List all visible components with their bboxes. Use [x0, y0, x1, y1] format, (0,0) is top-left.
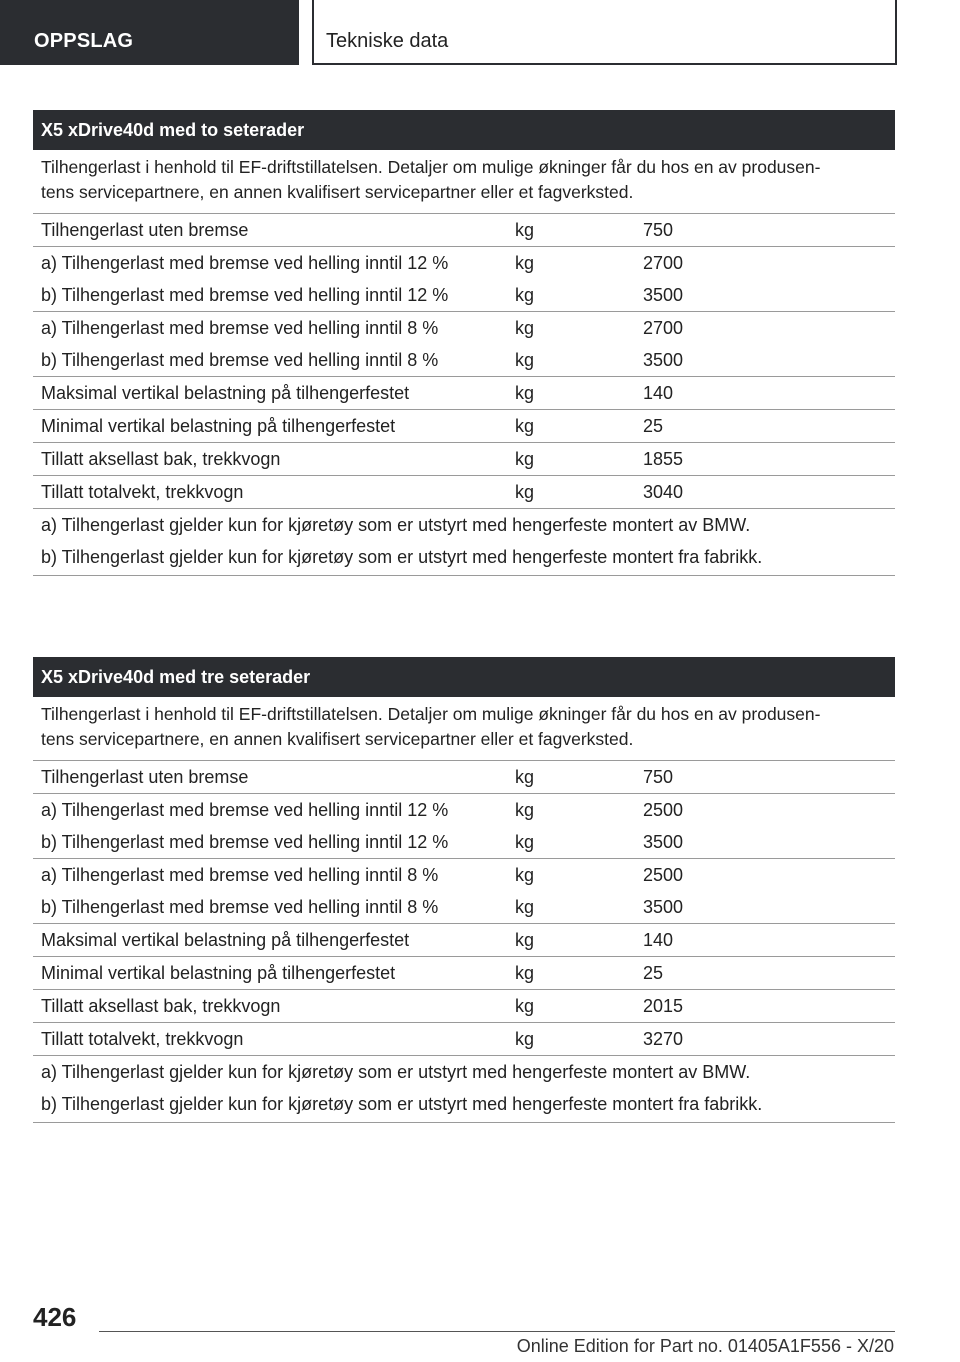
row-unit: kg: [515, 767, 535, 787]
table-row: [33, 859, 895, 924]
row-value: 25: [643, 416, 664, 436]
row-unit: kg: [515, 285, 535, 305]
row-label: Tilhengerlast uten bremse: [41, 220, 249, 240]
row-value: 3270: [643, 1029, 684, 1049]
table-row: [33, 312, 895, 377]
table-line: [33, 247, 895, 279]
footnotes: [33, 509, 895, 576]
table-row: [33, 247, 895, 312]
row-label: Tilhengerlast uten bremse: [41, 767, 249, 787]
intro-line: Tilhengerlast i henhold til EF-driftstillatelsen. Detaljer om mulige økninger får du hos en av produsen-: [41, 157, 821, 177]
row-unit: kg: [515, 220, 535, 240]
table-row: [33, 794, 895, 859]
table-line: [33, 214, 895, 246]
table-line: [33, 794, 895, 826]
row-unit: kg: [515, 416, 535, 436]
row-value: 2500: [643, 865, 684, 885]
table-line: [33, 476, 895, 508]
footnote: b) Tilhengerlast gjelder kun for kjøretøy som er utstyrt med hengerfeste montert fra fabrikk.: [41, 1094, 763, 1114]
row-label: a) Tilhengerlast med bremse ved helling inntil 12 %: [41, 253, 449, 273]
row-value: 750: [643, 767, 674, 787]
table-line: [33, 377, 895, 409]
intro-line: tens servicepartnere, en annen kvalifisert servicepartner eller et fagverksted.: [41, 729, 634, 749]
table-row: [33, 443, 895, 476]
footnote-line: [33, 541, 895, 573]
header-section-label: OPPSLAG: [34, 30, 134, 52]
row-unit: kg: [515, 383, 535, 403]
row-value: 1855: [643, 449, 684, 469]
table-line: [33, 443, 895, 475]
page-number: 426: [33, 1302, 77, 1332]
row-label: b) Tilhengerlast med bremse ved helling inntil 12 %: [41, 285, 449, 305]
table-line: [33, 924, 895, 956]
row-label: Minimal vertikal belastning på tilhengerfestet: [41, 963, 396, 983]
footer-divider: [99, 1331, 895, 1332]
row-value: 25: [643, 963, 664, 983]
footnote-line: [33, 509, 895, 541]
table-row: [33, 957, 895, 990]
row-value: 3500: [643, 832, 684, 852]
row-label: Tillatt totalvekt, trekkvogn: [41, 482, 244, 502]
header-section-label-box: [0, 0, 299, 65]
row-value: 2700: [643, 253, 684, 273]
section-intro: [33, 150, 895, 214]
footnote-line: [33, 1056, 895, 1088]
row-label: Tillatt aksellast bak, trekkvogn: [41, 449, 281, 469]
table-line: [33, 859, 895, 891]
row-unit: kg: [515, 865, 535, 885]
table-row: [33, 761, 895, 794]
table-line: [33, 344, 895, 376]
row-label: a) Tilhengerlast med bremse ved helling inntil 8 %: [41, 318, 439, 338]
footer-edition-text: Online Edition for Part no. 01405A1F556 - X/20: [516, 1336, 894, 1356]
section-two-seat-rows: [33, 110, 895, 576]
table-line: [33, 957, 895, 989]
table-row: [33, 377, 895, 410]
row-value: 3500: [643, 350, 684, 370]
table-row: [33, 924, 895, 957]
table-row: [33, 214, 895, 247]
table-row: [33, 990, 895, 1023]
section-title: X5 xDrive40d med to seterader: [33, 110, 895, 150]
row-unit: kg: [515, 350, 535, 370]
section-three-seat-rows: [33, 657, 895, 1123]
footnote: a) Tilhengerlast gjelder kun for kjøretøy som er utstyrt med hengerfeste montert av BMW.: [41, 1062, 751, 1082]
row-unit: kg: [515, 482, 535, 502]
table-line: [33, 990, 895, 1022]
section-intro: [33, 697, 895, 761]
row-value: 2500: [643, 800, 684, 820]
row-value: 750: [643, 220, 674, 240]
table-row: [33, 476, 895, 509]
row-label: a) Tilhengerlast med bremse ved helling inntil 12 %: [41, 800, 449, 820]
table-line: [33, 891, 895, 923]
table-line: [33, 761, 895, 793]
row-value: 140: [643, 383, 674, 403]
row-unit: kg: [515, 1029, 535, 1049]
row-label: Tillatt totalvekt, trekkvogn: [41, 1029, 244, 1049]
row-label: b) Tilhengerlast med bremse ved helling inntil 8 %: [41, 350, 439, 370]
row-label: b) Tilhengerlast med bremse ved helling inntil 8 %: [41, 897, 439, 917]
row-unit: kg: [515, 253, 535, 273]
row-unit: kg: [515, 930, 535, 950]
intro-line: Tilhengerlast i henhold til EF-driftstillatelsen. Detaljer om mulige økninger får du hos en av produsen-: [41, 704, 821, 724]
row-value: 3500: [643, 897, 684, 917]
row-label: Maksimal vertikal belastning på tilhengerfestet: [41, 930, 410, 950]
table-row: [33, 1023, 895, 1056]
footnote: b) Tilhengerlast gjelder kun for kjøretøy som er utstyrt med hengerfeste montert fra fabrikk.: [41, 547, 763, 567]
footnote-line: [33, 1088, 895, 1120]
table-line: [33, 279, 895, 311]
intro-line: tens servicepartnere, en annen kvalifisert servicepartner eller et fagverksted.: [41, 182, 634, 202]
row-label: a) Tilhengerlast med bremse ved helling inntil 8 %: [41, 865, 439, 885]
row-unit: kg: [515, 449, 535, 469]
row-unit: kg: [515, 963, 535, 983]
row-label: b) Tilhengerlast med bremse ved helling inntil 12 %: [41, 832, 449, 852]
table-line: [33, 1023, 895, 1055]
table-row: [33, 410, 895, 443]
table-line: [33, 826, 895, 858]
header-chapter-box: [312, 0, 897, 65]
row-unit: kg: [515, 996, 535, 1016]
table-line: [33, 312, 895, 344]
row-value: 3500: [643, 285, 684, 305]
row-value: 3040: [643, 482, 684, 502]
row-unit: kg: [515, 318, 535, 338]
section-title: X5 xDrive40d med tre seterader: [33, 657, 895, 697]
row-label: Minimal vertikal belastning på tilhengerfestet: [41, 416, 396, 436]
header-chapter-title: Tekniske data: [326, 30, 449, 52]
row-label: Maksimal vertikal belastning på tilhengerfestet: [41, 383, 410, 403]
row-value: 2015: [643, 996, 684, 1016]
row-unit: kg: [515, 897, 535, 917]
footnote: a) Tilhengerlast gjelder kun for kjøretøy som er utstyrt med hengerfeste montert av BMW.: [41, 515, 751, 535]
row-value: 2700: [643, 318, 684, 338]
row-label: Tillatt aksellast bak, trekkvogn: [41, 996, 281, 1016]
table-line: [33, 410, 895, 442]
row-unit: kg: [515, 800, 535, 820]
row-value: 140: [643, 930, 674, 950]
row-unit: kg: [515, 832, 535, 852]
footnotes: [33, 1056, 895, 1123]
